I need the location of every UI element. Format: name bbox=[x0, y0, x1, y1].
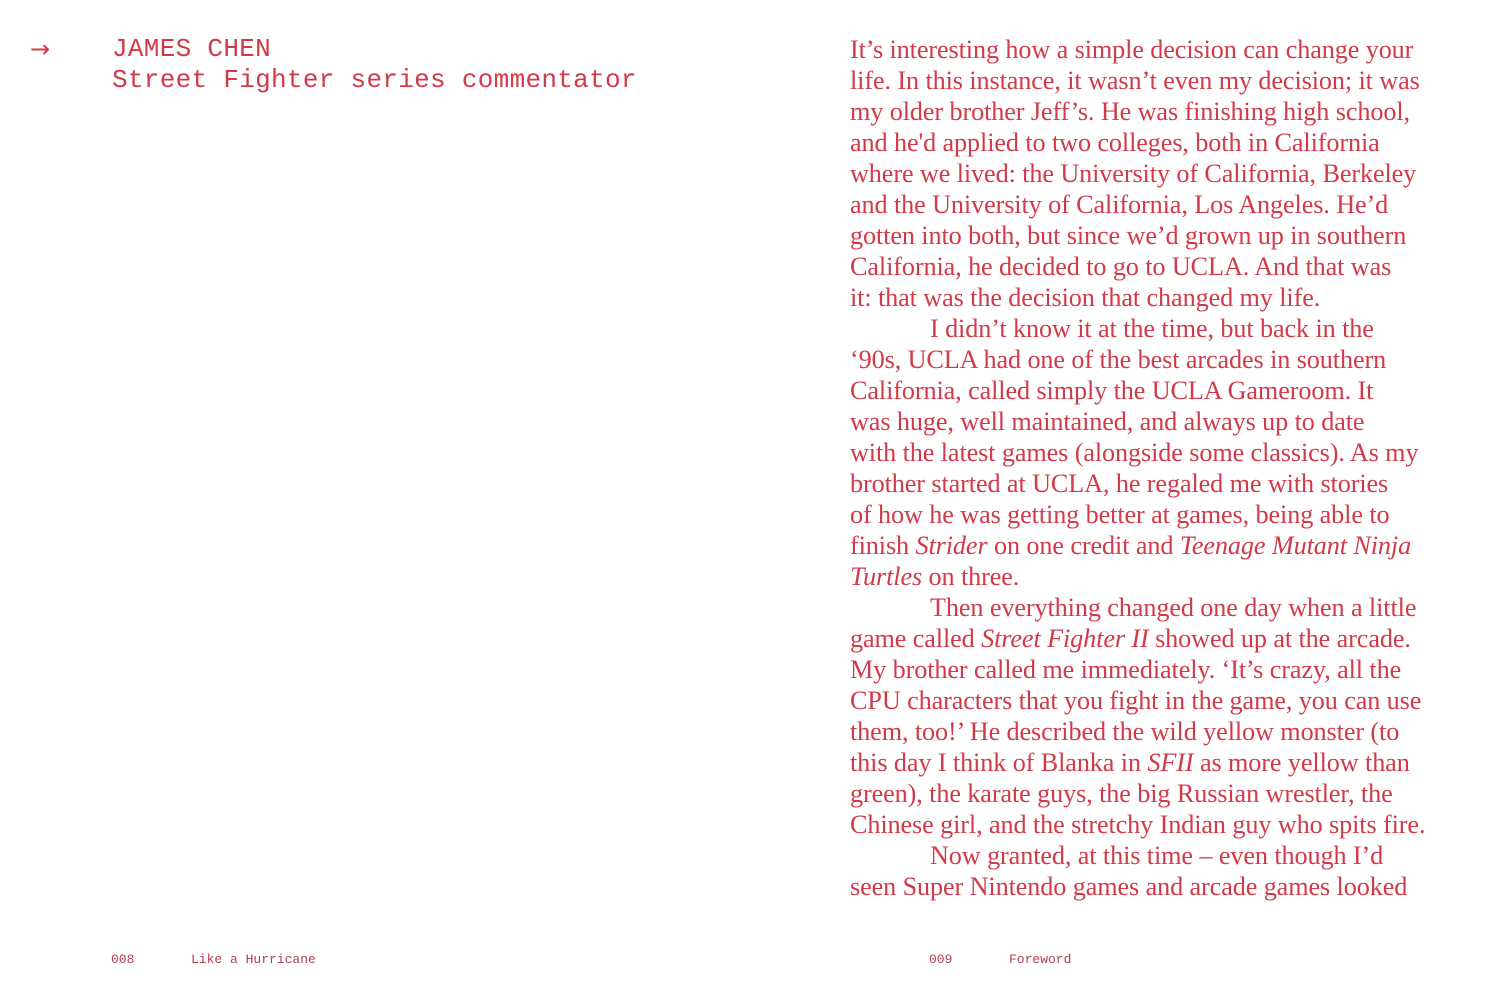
text-run: CPU characters that you fight in the game, you can use bbox=[850, 686, 1422, 715]
page-number: 009 bbox=[929, 952, 953, 967]
text-line bbox=[850, 127, 1475, 158]
text-line bbox=[850, 437, 1475, 468]
arrow-right-icon: → bbox=[30, 35, 51, 63]
text-run: of how he was getting better at games, being able to bbox=[850, 500, 1390, 529]
text-run: and he'd applied to two colleges, both in California bbox=[850, 128, 1380, 157]
text-run: and the University of California, Los Angeles. He’d bbox=[850, 190, 1389, 219]
text-run: them, too!’ He described the wild yellow monster (to bbox=[850, 717, 1400, 746]
body-text bbox=[850, 34, 1475, 902]
text-run: life. In this instance, it wasn’t even my decision; it was bbox=[850, 66, 1420, 95]
text-run: game called bbox=[850, 624, 982, 653]
text-line bbox=[850, 251, 1475, 282]
page-number: 008 bbox=[111, 952, 135, 967]
text-run: where we lived: the University of California, Berkeley bbox=[850, 159, 1417, 188]
text-line bbox=[850, 592, 1475, 623]
text-run: Then everything changed one day when a little bbox=[930, 593, 1417, 622]
italic-title: SFII bbox=[1147, 748, 1194, 777]
text-line bbox=[850, 778, 1475, 809]
author-name: JAMES CHEN bbox=[112, 34, 272, 64]
text-run: as more yellow than bbox=[1193, 748, 1410, 777]
text-line bbox=[850, 716, 1475, 747]
text-run: on three. bbox=[922, 562, 1020, 591]
text-run: was huge, well maintained, and always up to date bbox=[850, 407, 1365, 436]
text-line bbox=[850, 34, 1475, 65]
running-head: Foreword bbox=[1009, 952, 1072, 967]
text-line bbox=[850, 623, 1475, 654]
text-run: Now granted, at this time – even though I’d bbox=[930, 841, 1384, 870]
text-line bbox=[850, 406, 1475, 437]
text-run: My brother called me immediately. ‘It’s crazy, all the bbox=[850, 655, 1402, 684]
text-line bbox=[850, 499, 1475, 530]
text-line bbox=[850, 282, 1475, 313]
text-line bbox=[850, 313, 1475, 344]
text-line bbox=[850, 561, 1475, 592]
right-page bbox=[750, 0, 1500, 997]
text-run: brother started at UCLA, he regaled me with stories bbox=[850, 469, 1389, 498]
author-role: Street Fighter series commentator bbox=[112, 65, 637, 95]
text-line bbox=[850, 809, 1475, 840]
text-run: showed up at the arcade. bbox=[1148, 624, 1411, 653]
text-line bbox=[850, 530, 1475, 561]
text-run: It’s interesting how a simple decision can change your bbox=[850, 35, 1414, 64]
text-line bbox=[850, 189, 1475, 220]
text-line bbox=[850, 654, 1475, 685]
text-run: California, called simply the UCLA Gameroom. It bbox=[850, 376, 1374, 405]
text-line bbox=[850, 65, 1475, 96]
italic-title: Street Fighter II bbox=[981, 624, 1149, 653]
text-line bbox=[850, 375, 1475, 406]
text-run: green), the karate guys, the big Russian wrestler, the bbox=[850, 779, 1393, 808]
text-line bbox=[850, 468, 1475, 499]
text-run: finish bbox=[850, 531, 916, 560]
text-line bbox=[850, 344, 1475, 375]
text-run: with the latest games (alongside some classics). As my bbox=[850, 438, 1419, 467]
text-line bbox=[850, 871, 1475, 902]
italic-title: Turtles bbox=[850, 562, 923, 591]
text-run: I didn’t know it at the time, but back in the bbox=[930, 314, 1374, 343]
text-run: on one credit and bbox=[987, 531, 1180, 560]
italic-title: Teenage Mutant Ninja bbox=[1179, 531, 1412, 560]
text-run: California, he decided to go to UCLA. And that was bbox=[850, 252, 1392, 281]
text-run: it: that was the decision that changed my life. bbox=[850, 283, 1321, 312]
text-run: ‘90s, UCLA had one of the best arcades in southern bbox=[850, 345, 1387, 374]
author-byline bbox=[112, 34, 637, 96]
running-head: Like a Hurricane bbox=[191, 952, 316, 967]
text-line bbox=[850, 220, 1475, 251]
text-line bbox=[850, 158, 1475, 189]
italic-title: Strider bbox=[915, 531, 988, 560]
text-line bbox=[850, 96, 1475, 127]
text-line bbox=[850, 685, 1475, 716]
text-run: gotten into both, but since we’d grown up in southern bbox=[850, 221, 1407, 250]
text-line bbox=[850, 840, 1475, 871]
text-run: this day I think of Blanka in bbox=[850, 748, 1148, 777]
text-run: seen Super Nintendo games and arcade games looked bbox=[850, 872, 1408, 901]
text-line bbox=[850, 747, 1475, 778]
text-run: Chinese girl, and the stretchy Indian guy who spits fire. bbox=[850, 810, 1426, 839]
text-run: my older brother Jeff’s. He was finishing high school, bbox=[850, 97, 1410, 126]
